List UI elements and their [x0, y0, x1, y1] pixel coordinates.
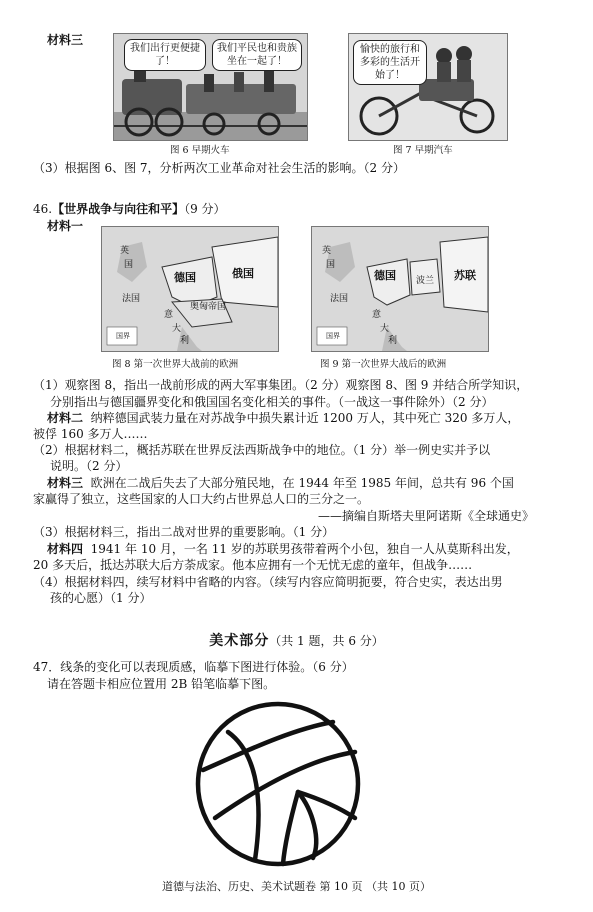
speech-bubble-travel: 愉快的旅行和多彩的生活开始了！	[353, 40, 427, 85]
material-three-b-source: ——摘编自斯塔夫里阿诺斯《全球通史》	[318, 509, 535, 523]
map8-label-france: 法国	[122, 294, 141, 304]
map9-label-england-2: 国	[326, 260, 336, 270]
question-46-title: 【世界战争与向往和平】	[52, 202, 185, 216]
question-46-score: （9 分）	[184, 202, 226, 216]
material-four-line-2: 20 多天后，抵达苏联大后方荼成家。他本应拥有一个无忧无虑的童年，但战争……	[33, 558, 473, 572]
map9-label-poland: 波兰	[416, 276, 435, 286]
art-section-heading	[0, 630, 593, 650]
question-46-number: 46.	[33, 202, 53, 216]
volleyball-drawing	[193, 700, 363, 868]
question-3-industrial: （3）根据图 6、图 7，分析两次工业革命对社会生活的影响。（2 分）	[33, 161, 405, 175]
art-section-subtitle: （共 1 题，共 6 分）	[269, 634, 384, 648]
question-47-line-1: 47．线条的变化可以表现质感，临摹下图进行体验。（6 分）	[33, 660, 354, 674]
material-three-label: 材料三	[47, 33, 84, 47]
figure-9-caption: 图 9 第一次世界大战后的欧洲	[320, 359, 447, 370]
map9-label-italy-2: 大	[380, 324, 390, 334]
map9-legend: 国界	[326, 332, 340, 340]
map9-label-france: 法国	[330, 294, 349, 304]
material-three-b-label: 材料三	[47, 476, 84, 490]
material-three-b-line-2: 家赢得了独立，这些国家的人口大约占世界总人口的三分之一。	[33, 492, 370, 506]
question-1-line-1: （1）观察图 8，指出一战前形成的两大军事集团。（2 分）观察图 8、图 9 并结合所学知识，	[33, 378, 529, 392]
material-four-text-1: 1941 年 10 月，一名 11 岁的苏联男孩带着两个小包，独自一人从莫斯科出发，	[90, 542, 519, 556]
question-1-line-2: 分别指出与德国疆界变化和俄国国名变化相关的事件。（一战这一事件除外）（2 分）	[50, 395, 494, 409]
material-two-line-1	[47, 410, 519, 426]
map8-label-england: 英	[120, 246, 130, 256]
figure-7-caption: 图 7 早期汽车	[393, 145, 453, 156]
map8-legend: 国界	[116, 332, 130, 340]
material-two-line-2: 被俘 160 多万人……	[33, 427, 148, 441]
material-three-b-line-1	[47, 475, 514, 491]
map8-label-italy-2: 大	[172, 324, 182, 334]
question-47-line-2: 请在答题卡相应位置用 2B 铅笔临摹下图。	[47, 677, 276, 691]
page-footer: 道德与法治、历史、美术试题卷 第 10 页 （共 10 页）	[162, 880, 431, 893]
map9-label-england: 英	[322, 246, 332, 256]
figure-6-early-train	[113, 33, 308, 141]
map8-label-italy-1: 意	[164, 310, 174, 320]
map9-label-soviet: 苏联	[454, 269, 476, 282]
figure-8-caption: 图 8 第一次世界大战前的欧洲	[112, 359, 239, 370]
question-4-line-1: （4）根据材料四，续写材料中省略的内容。（续写内容应简明扼要，符合史实，表达出男	[33, 575, 503, 589]
question-2-line-1: （2）根据材料二，概括苏联在世界反法西斯战争中的地位。（1 分）举一例史实并予以	[33, 443, 491, 457]
figure-6-caption: 图 6 早期火车	[170, 145, 230, 156]
question-4-line-2: 孩的心愿）（1 分）	[50, 591, 152, 605]
map8-label-russia: 俄国	[232, 267, 254, 280]
question-46-header	[33, 201, 226, 217]
question-3-war: （3）根据材料三，指出二战对世界的重要影响。（1 分）	[33, 525, 335, 539]
question-2-line-2: 说明。（2 分）	[50, 459, 128, 473]
map8-label-germany: 德国	[174, 271, 196, 284]
material-four-label: 材料四	[47, 542, 84, 556]
speech-bubble-commoners: 我们平民也和贵族坐在一起了！	[212, 39, 302, 71]
speech-bubble-convenient: 我们出行更便捷了！	[124, 39, 206, 71]
figure-7-early-car	[348, 33, 508, 141]
map9-label-italy-1: 意	[372, 310, 382, 320]
art-section-title: 美术部分	[209, 633, 270, 649]
figure-9-map	[311, 226, 489, 352]
map9-label-italy-3: 利	[388, 336, 398, 346]
material-two-text-1: 纳粹德国武装力量在对苏战争中损失累计近 1200 万人，其中死亡 320 多万人，	[90, 411, 520, 425]
figure-8-map	[101, 226, 279, 352]
map9-label-germany: 德国	[374, 269, 396, 282]
material-four-line-1	[47, 541, 519, 557]
material-two-label: 材料二	[47, 411, 84, 425]
material-one-label: 材料一	[47, 219, 84, 233]
map8-label-italy-3: 利	[180, 336, 190, 346]
map8-label-austria: 奥匈帝国	[190, 302, 227, 312]
material-three-b-text-1: 欧洲在二战后失去了大部分殖民地，在 1944 年至 1985 年间，总共有 96 个国	[90, 476, 514, 490]
map8-label-england-2: 国	[124, 260, 134, 270]
